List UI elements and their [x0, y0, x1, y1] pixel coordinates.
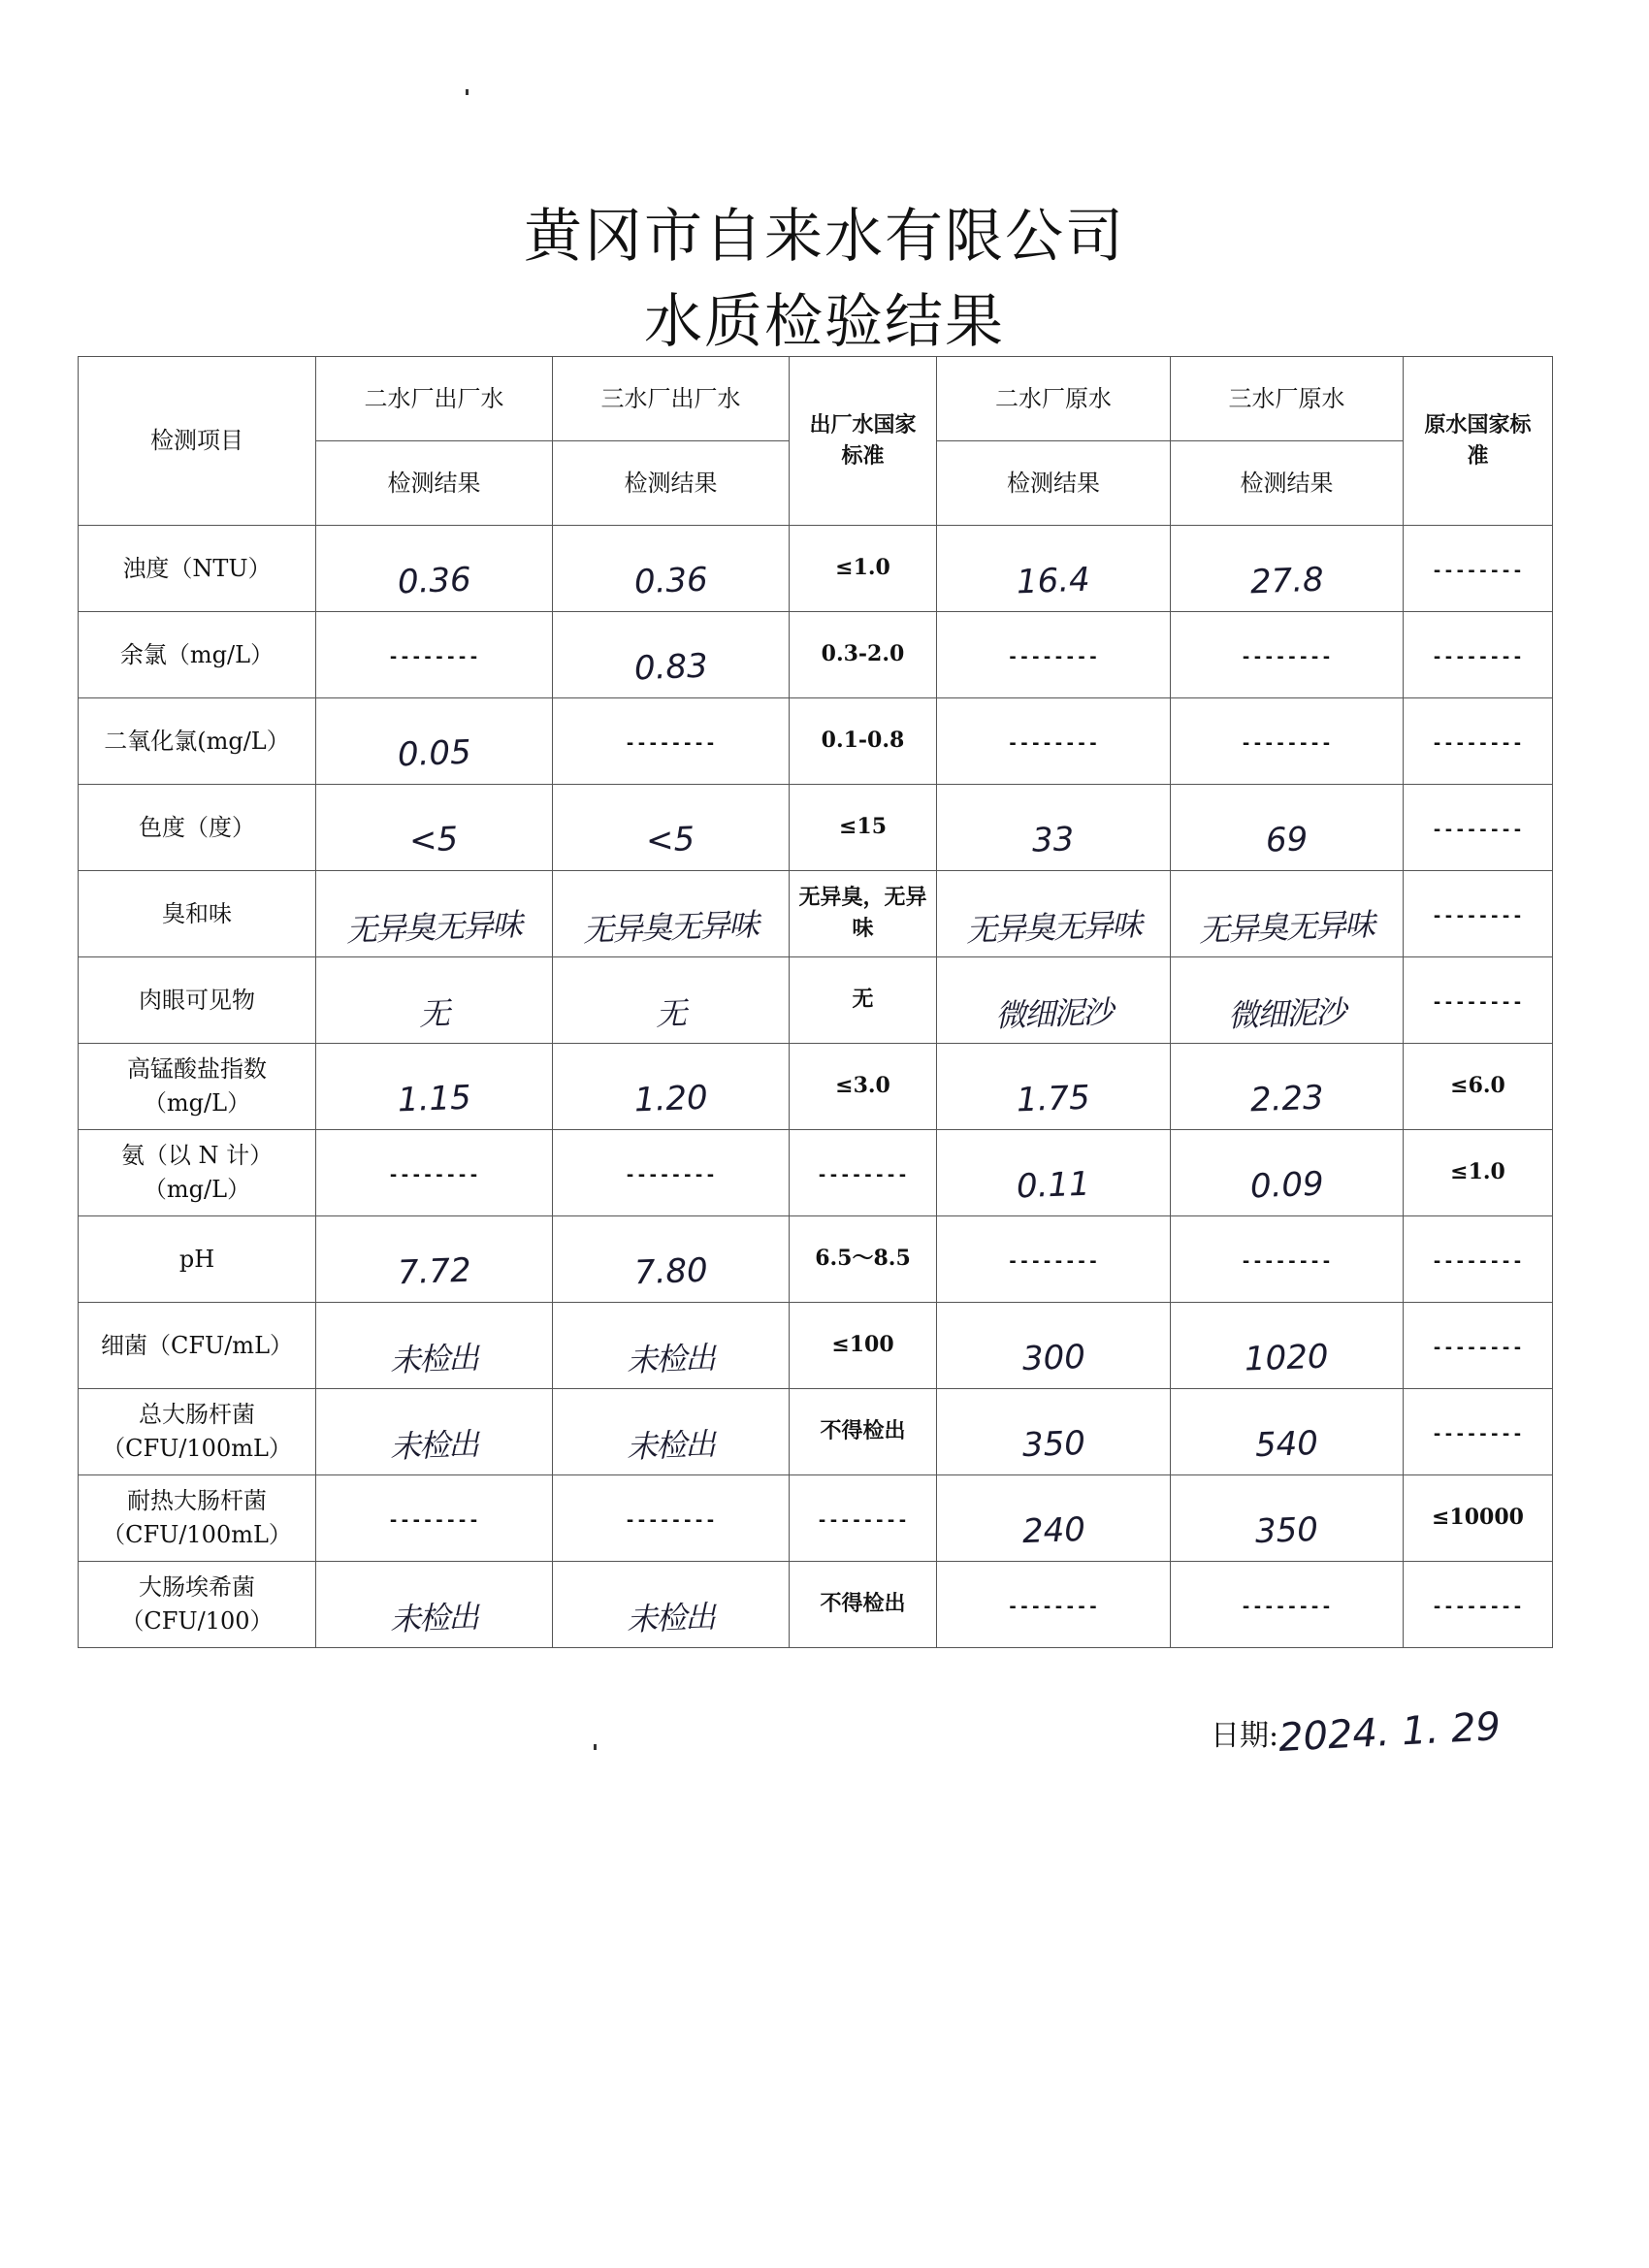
cell-er-out — [316, 1389, 553, 1475]
cell-value: 微细泥沙 — [1227, 992, 1346, 1034]
table-row — [79, 785, 1553, 871]
cell-san-out — [553, 1303, 790, 1389]
cell-item — [79, 1389, 316, 1475]
cell-er-out — [316, 1216, 553, 1303]
cell-value: 1.20 — [632, 1079, 708, 1120]
cell-out-std — [790, 526, 937, 612]
header-result: 检测结果 — [316, 441, 553, 526]
table-row — [79, 1389, 1553, 1475]
cell-item — [79, 1562, 316, 1648]
cell-er-out — [316, 526, 553, 612]
cell-san-raw — [1171, 871, 1404, 957]
cell-value: 浊度（NTU） — [122, 554, 272, 582]
header-result: 检测结果 — [1171, 441, 1404, 526]
empty-dash: -------- — [1432, 732, 1524, 754]
cell-san-raw — [1171, 698, 1404, 785]
cell-san-raw — [1171, 526, 1404, 612]
cell-value: 0.09 — [1248, 1165, 1324, 1207]
cell-out-std — [790, 871, 937, 957]
report-title: 水质检验结果 — [644, 288, 1005, 356]
cell-raw-std — [1404, 698, 1553, 785]
header-result: 检测结果 — [553, 441, 790, 526]
cell-value: 350 — [1020, 1424, 1086, 1466]
cell-raw-std — [1404, 612, 1553, 698]
cell-item — [79, 785, 316, 871]
cell-value: 1.15 — [396, 1079, 471, 1120]
cell-value: <5 — [645, 820, 696, 861]
cell-value: 7.72 — [396, 1251, 471, 1293]
cell-value: ≤100 — [831, 1332, 894, 1358]
cell-out-std — [790, 1216, 937, 1303]
cell-san-out — [553, 526, 790, 612]
cell-san-raw — [1171, 1475, 1404, 1562]
cell-san-out — [553, 1216, 790, 1303]
header-er-out: 二水厂出厂水 — [316, 357, 553, 441]
empty-dash: -------- — [1432, 1250, 1524, 1272]
cell-value: 不得检出 — [820, 1418, 906, 1444]
cell-er-raw — [937, 698, 1171, 785]
cell-raw-std — [1404, 1562, 1553, 1648]
cell-value: 未检出 — [389, 1598, 479, 1638]
cell-value: 无异臭，无异味 — [798, 885, 927, 941]
cell-er-out — [316, 785, 553, 871]
cell-value: 6.5～8.5 — [815, 1246, 911, 1272]
header-raw-std: 原水国家标准 — [1404, 357, 1553, 526]
cell-er-out — [316, 612, 553, 698]
cell-er-raw — [937, 785, 1171, 871]
cell-item — [79, 871, 316, 957]
cell-san-out — [553, 957, 790, 1044]
empty-dash: -------- — [1432, 905, 1524, 926]
cell-er-out — [316, 871, 553, 957]
empty-dash: -------- — [1007, 1250, 1100, 1272]
empty-dash: -------- — [1241, 732, 1333, 754]
cell-item — [79, 612, 316, 698]
cell-er-raw — [937, 1130, 1171, 1216]
cell-er-out — [316, 1562, 553, 1648]
header-san-out: 三水厂出厂水 — [553, 357, 790, 441]
cell-item — [79, 1130, 316, 1216]
cell-value: 无异臭无异味 — [965, 905, 1142, 949]
cell-value: 无异臭无异味 — [345, 905, 523, 949]
cell-san-raw — [1171, 957, 1404, 1044]
header-out-std: 出厂水国家标准 — [790, 357, 937, 526]
cell-san-raw — [1171, 612, 1404, 698]
cell-value: 1020 — [1244, 1337, 1330, 1379]
cell-er-raw — [937, 612, 1171, 698]
cell-san-out — [553, 1475, 790, 1562]
cell-item — [79, 1475, 316, 1562]
header-item: 检测项目 — [79, 357, 316, 526]
date-value: 2024. 1. 29 — [1277, 1704, 1503, 1761]
cell-value: 无异臭无异味 — [582, 905, 760, 949]
cell-item — [79, 1216, 316, 1303]
cell-value: 大肠埃希菌（CFU/100） — [120, 1573, 274, 1635]
cell-value: 余氯（mg/L） — [119, 640, 275, 668]
cell-value: 7.80 — [632, 1251, 708, 1293]
header-result: 检测结果 — [937, 441, 1171, 526]
date-line — [1211, 1704, 1503, 1761]
cell-san-raw — [1171, 1389, 1404, 1475]
table-row — [79, 526, 1553, 612]
cell-value: ≤10000 — [1432, 1505, 1524, 1531]
cell-raw-std — [1404, 1216, 1553, 1303]
cell-value: 无 — [655, 994, 687, 1033]
cell-out-std — [790, 698, 937, 785]
cell-value: 540 — [1254, 1424, 1319, 1466]
empty-dash: -------- — [625, 732, 717, 754]
cell-value: 二氧化氯(mg/L） — [104, 727, 290, 755]
cell-value: 无 — [418, 994, 450, 1033]
cell-value: 未检出 — [626, 1598, 716, 1638]
cell-value: 耐热大肠杆菌（CFU/100mL） — [102, 1487, 292, 1548]
table-row — [79, 1044, 1553, 1130]
empty-dash: -------- — [625, 1164, 717, 1185]
empty-dash: -------- — [388, 1164, 480, 1185]
cell-raw-std — [1404, 1130, 1553, 1216]
table-row — [79, 1303, 1553, 1389]
cell-value: 色度（度） — [139, 813, 255, 841]
cell-er-out — [316, 1130, 553, 1216]
cell-san-out — [553, 612, 790, 698]
empty-dash: -------- — [1241, 1596, 1333, 1617]
header-er-raw: 二水厂原水 — [937, 357, 1171, 441]
cell-value: 0.3-2.0 — [821, 641, 905, 667]
cell-item — [79, 698, 316, 785]
cell-value: 氨（以 N 计）（mg/L） — [120, 1142, 274, 1203]
empty-dash: -------- — [1432, 1337, 1524, 1358]
cell-value: 未检出 — [389, 1339, 479, 1379]
cell-value: 240 — [1020, 1510, 1086, 1552]
cell-out-std — [790, 1562, 937, 1648]
cell-raw-std — [1404, 1303, 1553, 1389]
cell-value: 0.05 — [396, 733, 471, 775]
cell-value: 总大肠杆菌（CFU/100mL） — [102, 1401, 292, 1462]
cell-value: pH — [178, 1245, 215, 1273]
cell-value: 臭和味 — [162, 899, 232, 927]
cell-value: ≤6.0 — [1450, 1073, 1505, 1099]
cell-san-out — [553, 698, 790, 785]
cell-value: 16.4 — [1016, 561, 1091, 602]
cell-value: 300 — [1020, 1338, 1086, 1379]
cell-value: 0.36 — [632, 561, 708, 602]
cell-raw-std — [1404, 785, 1553, 871]
cell-value: 微细泥沙 — [994, 992, 1113, 1034]
header-san-raw: 三水厂原水 — [1171, 357, 1404, 441]
empty-dash: -------- — [1432, 991, 1524, 1013]
cell-out-std — [790, 1389, 937, 1475]
table-row — [79, 957, 1553, 1044]
cell-out-std — [790, 785, 937, 871]
table-row — [79, 871, 1553, 957]
cell-out-std — [790, 612, 937, 698]
cell-san-out — [553, 785, 790, 871]
empty-dash: -------- — [1432, 646, 1524, 667]
cell-value: 未检出 — [626, 1339, 716, 1379]
cell-value: 33 — [1031, 820, 1076, 861]
cell-value: 未检出 — [626, 1425, 716, 1466]
cell-value: ≤3.0 — [835, 1073, 890, 1099]
cell-value: 0.1-0.8 — [821, 728, 905, 754]
empty-dash: -------- — [1432, 1423, 1524, 1444]
cell-raw-std — [1404, 957, 1553, 1044]
cell-raw-std — [1404, 1044, 1553, 1130]
cell-value: ≤15 — [838, 814, 888, 840]
cell-san-raw — [1171, 1216, 1404, 1303]
table-row — [79, 698, 1553, 785]
cell-er-raw — [937, 1389, 1171, 1475]
empty-dash: -------- — [817, 1509, 909, 1531]
cell-value: 0.36 — [396, 561, 471, 602]
cell-san-out — [553, 1044, 790, 1130]
empty-dash: -------- — [1241, 646, 1333, 667]
table-row — [79, 1475, 1553, 1562]
header-row-1 — [79, 357, 1553, 441]
table-row — [79, 1562, 1553, 1648]
cell-value: 无异臭无异味 — [1198, 905, 1375, 949]
cell-san-raw — [1171, 1562, 1404, 1648]
company-title: 黄冈市自来水有限公司 — [524, 203, 1125, 271]
cell-san-raw — [1171, 785, 1404, 871]
cell-san-out — [553, 1130, 790, 1216]
cell-er-out — [316, 698, 553, 785]
cell-value: 不得检出 — [820, 1591, 906, 1617]
empty-dash: -------- — [388, 646, 480, 667]
cell-raw-std — [1404, 1475, 1553, 1562]
cell-value: 1.75 — [1016, 1079, 1091, 1120]
cell-er-out — [316, 957, 553, 1044]
empty-dash: -------- — [625, 1509, 717, 1531]
table-row — [79, 1130, 1553, 1216]
cell-value: 肉眼可见物 — [139, 986, 255, 1014]
empty-dash: -------- — [817, 1164, 909, 1185]
cell-er-raw — [937, 1303, 1171, 1389]
cell-san-out — [553, 871, 790, 957]
cell-er-raw — [937, 1475, 1171, 1562]
cell-san-out — [553, 1562, 790, 1648]
table-row — [79, 612, 1553, 698]
table-row — [79, 1216, 1553, 1303]
empty-dash: -------- — [1007, 732, 1100, 754]
cell-value: 69 — [1265, 820, 1309, 861]
cell-value: 27.8 — [1248, 561, 1324, 602]
cell-er-out — [316, 1475, 553, 1562]
cell-value: 未检出 — [389, 1425, 479, 1466]
empty-dash: -------- — [1007, 1596, 1100, 1617]
cell-item — [79, 526, 316, 612]
cell-item — [79, 957, 316, 1044]
cell-value: 350 — [1254, 1510, 1319, 1552]
scan-speck — [594, 1744, 597, 1750]
scan-speck — [466, 89, 469, 95]
cell-out-std — [790, 957, 937, 1044]
cell-value: 0.11 — [1016, 1165, 1091, 1207]
cell-value: ≤1.0 — [1450, 1159, 1505, 1185]
cell-san-raw — [1171, 1044, 1404, 1130]
cell-value: ≤1.0 — [835, 555, 890, 581]
cell-out-std — [790, 1475, 937, 1562]
cell-raw-std — [1404, 1389, 1553, 1475]
cell-value: 2.23 — [1248, 1079, 1324, 1120]
cell-out-std — [790, 1303, 937, 1389]
empty-dash: -------- — [1432, 560, 1524, 581]
empty-dash: -------- — [1432, 1596, 1524, 1617]
cell-san-raw — [1171, 1130, 1404, 1216]
cell-san-out — [553, 1389, 790, 1475]
cell-er-raw — [937, 1044, 1171, 1130]
cell-san-raw — [1171, 1303, 1404, 1389]
water-quality-table — [78, 356, 1553, 1648]
cell-item — [79, 1044, 316, 1130]
cell-out-std — [790, 1130, 937, 1216]
cell-er-raw — [937, 957, 1171, 1044]
cell-er-raw — [937, 1562, 1171, 1648]
date-label: 日期: — [1211, 1719, 1279, 1753]
cell-value: 无 — [852, 987, 874, 1013]
cell-er-raw — [937, 526, 1171, 612]
cell-value: 0.83 — [632, 647, 708, 689]
empty-dash: -------- — [388, 1509, 480, 1531]
cell-raw-std — [1404, 871, 1553, 957]
cell-er-raw — [937, 1216, 1171, 1303]
empty-dash: -------- — [1432, 819, 1524, 840]
cell-out-std — [790, 1044, 937, 1130]
cell-er-out — [316, 1044, 553, 1130]
cell-value: <5 — [408, 820, 460, 861]
cell-value: 细菌（CFU/mL） — [100, 1331, 294, 1359]
empty-dash: -------- — [1241, 1250, 1333, 1272]
cell-value: 高锰酸盐指数（mg/L） — [127, 1055, 267, 1117]
cell-raw-std — [1404, 526, 1553, 612]
cell-er-out — [316, 1303, 553, 1389]
cell-er-raw — [937, 871, 1171, 957]
empty-dash: -------- — [1007, 646, 1100, 667]
cell-item — [79, 1303, 316, 1389]
